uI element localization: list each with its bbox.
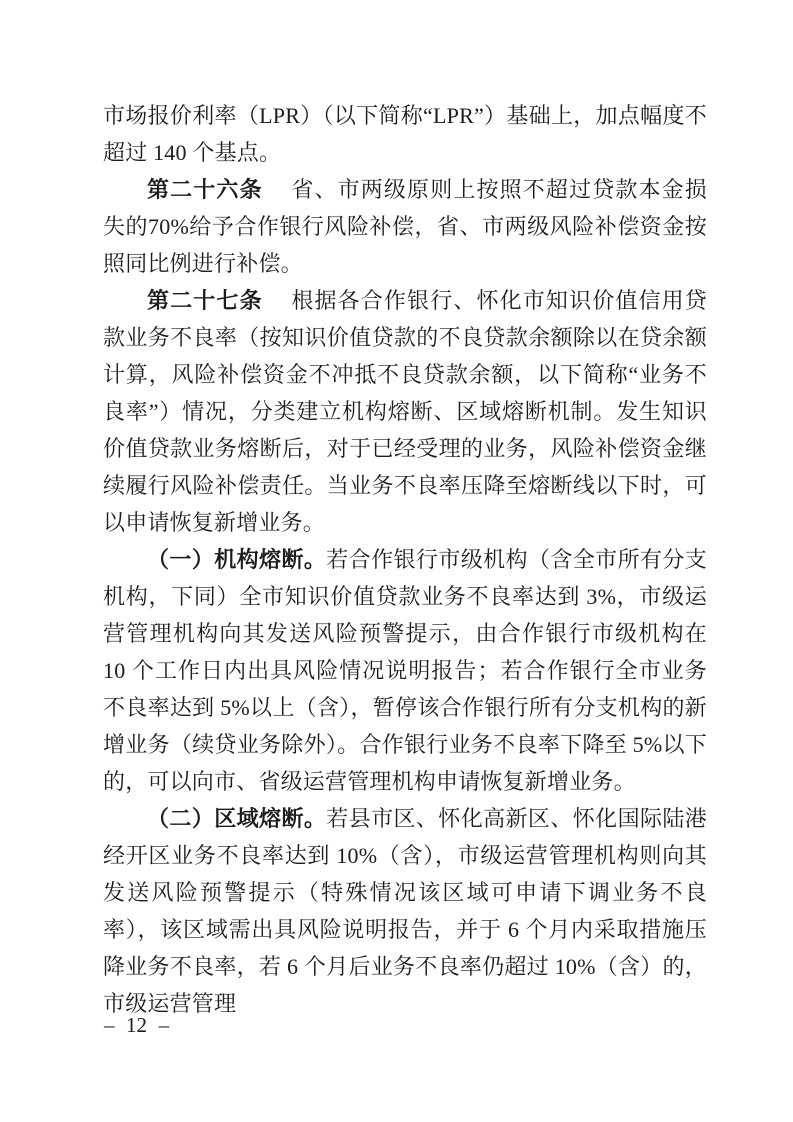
- item-2-heading: （二）区域熔断。: [147, 806, 327, 831]
- paragraph-article-27: [103, 282, 707, 541]
- paragraph-text: 若合作银行市级机构（含全市所有分支机构，下同）全市知识价值贷款业务不良率达到 3%，市级运营管理机构向其发送风险预警提示，由合作银行市级机构在 10 个工作日内出具风险情况说明报告；若合作银行全市业务不良率达到 5%以上（含），暂停该合作银行所有分支机构的新增业务（续贷业务除外）。合作银行业务不良率下降至 5%以下的，可以向市、省级运营管理机构申请恢复新增业务。: [103, 547, 707, 794]
- item-1-heading: （一）机构熔断。: [147, 547, 327, 572]
- page-number: – 12 –: [104, 1013, 170, 1037]
- paragraph-text: 市场报价利率（LPR）（以下简称“LPR”）基础上，加点幅度不超过 140 个基点。: [103, 103, 707, 165]
- paragraph-item-2-region-fuse: [103, 800, 707, 1022]
- paragraph-text: 若县市区、怀化高新区、怀化国际陆港经开区业务不良率达到 10%（含），市级运营管理机构则向其发送风险预警提示（特殊情况该区域可申请下调业务不良率），该区域需出具风险说明报告，并于 6 个月内采取措施压降业务不良率，若 6 个月后业务不良率仍超过 10%（含）的，市级运营管理: [103, 806, 707, 1016]
- article-26-heading: 第二十六条: [147, 177, 263, 202]
- paragraph-text: 根据各合作银行、怀化市知识价值信用贷款业务不良率（按知识价值贷款的不良贷款余额除以在贷余额计算，风险补偿资金不冲抵不良贷款余额，以下简称“业务不良率”）情况，分类建立机构熔断、区域熔断机制。发生知识价值贷款业务熔断后，对于已经受理的业务，风险补偿资金继续履行风险补偿责任。当业务不良率压降至熔断线以下时，可以申请恢复新增业务。: [103, 288, 707, 535]
- paragraph-item-1-institution-fuse: [103, 541, 707, 800]
- paragraph-lpr-continuation: [103, 97, 707, 171]
- article-27-heading: 第二十七条: [147, 288, 263, 313]
- document-body: [103, 97, 707, 1022]
- paragraph-text: 省、市两级原则上按照不超过贷款本金损失的70%给予合作银行风险补偿，省、市两级风险补偿资金按照同比例进行补偿。: [103, 177, 707, 276]
- paragraph-article-26: [103, 171, 707, 282]
